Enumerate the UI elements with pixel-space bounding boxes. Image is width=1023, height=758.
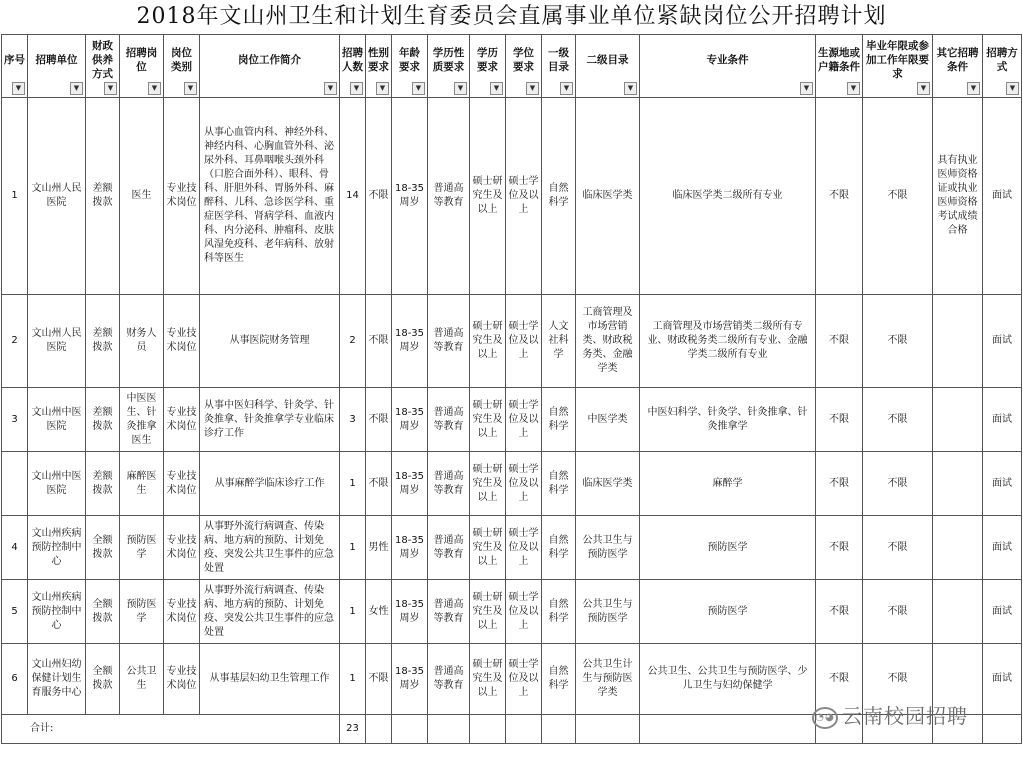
cell-duties: 从事野外流行病调查、传染病、地方病的预防、计划免疫、突发公共卫生事件的应急处置	[200, 580, 340, 644]
cell-category: 专业技术岗位	[164, 452, 200, 516]
cell-age: 18-35周岁	[392, 516, 428, 580]
cell-funding: 全额拨款	[86, 644, 120, 715]
cell-age: 18-35周岁	[392, 644, 428, 715]
cell-count: 3	[340, 388, 366, 452]
cell-other	[933, 452, 983, 516]
cell-major: 预防医学	[640, 516, 816, 580]
cell-post: 预防医学	[120, 580, 164, 644]
filter-dropdown-icon[interactable]: ▼	[324, 82, 337, 95]
empty-cell	[428, 715, 470, 744]
header-cell: 岗位工作简介 ▼	[200, 35, 340, 98]
cell-other	[933, 295, 983, 388]
cell-category: 专业技术岗位	[164, 516, 200, 580]
header-cell: 招聘人数 ▼	[340, 35, 366, 98]
cell-duties: 从事麻醉学临床诊疗工作	[200, 452, 340, 516]
table-row	[2, 98, 1022, 295]
header-cell: 招聘方式 ▼	[983, 35, 1022, 98]
filter-dropdown-icon[interactable]: ▼	[560, 82, 573, 95]
cell-degree: 硕士学位及以上	[506, 388, 542, 452]
cell-years: 不限	[863, 516, 933, 580]
header-cell: 招聘单位 ▼	[28, 35, 86, 98]
cell-edu: 硕士研究生及以上	[470, 98, 506, 295]
cell-dir2: 公共卫生与预防医学	[576, 580, 640, 644]
filter-dropdown-icon[interactable]: ▼	[800, 82, 813, 95]
cell-dir2: 临床医学类	[576, 452, 640, 516]
cell-edu: 硕士研究生及以上	[470, 388, 506, 452]
cell-funding: 差额拨款	[86, 295, 120, 388]
cell-degree: 硕士学位及以上	[506, 580, 542, 644]
cell-gender: 男性	[366, 516, 392, 580]
header-cell: 岗位类别 ▼	[164, 35, 200, 98]
filter-dropdown-icon[interactable]: ▼	[967, 82, 980, 95]
cell-post: 中医医生、针灸推拿医生	[120, 388, 164, 452]
cell-category: 专业技术岗位	[164, 644, 200, 715]
cell-edu: 硕士研究生及以上	[470, 516, 506, 580]
cell-no: 5	[2, 580, 28, 644]
cell-no: 4	[2, 516, 28, 580]
cell-method: 面试	[983, 452, 1022, 516]
cell-no: 2	[2, 295, 28, 388]
cell-method: 面试	[983, 388, 1022, 452]
cell-post: 麻醉医生	[120, 452, 164, 516]
cell-post: 预防医学	[120, 516, 164, 580]
wechat-logo-icon: ◔◕	[812, 707, 838, 729]
cell-count: 1	[340, 516, 366, 580]
filter-dropdown-icon[interactable]: ▼	[104, 82, 117, 95]
cell-method: 面试	[983, 98, 1022, 295]
cell-edu: 硕士研究生及以上	[470, 580, 506, 644]
cell-count: 1	[340, 580, 366, 644]
filter-dropdown-icon[interactable]: ▼	[624, 82, 637, 95]
header-cell: 生源地或户籍条件 ▼	[816, 35, 863, 98]
filter-dropdown-icon[interactable]: ▼	[490, 82, 503, 95]
header-row	[2, 35, 1022, 98]
cell-major: 临床医学类二级所有专业	[640, 98, 816, 295]
cell-duties: 从事心血管内科、神经外科、神经内科、心胸血管外科、泌尿外科、耳鼻咽喉头颈外科（口腔合面外科）、眼科、骨科、肝胆外科、胃肠外科、麻醉科、儿科、急诊医学科、重症医学科、肾病学科、血液内科、内分泌科、肿瘤科、皮肤风湿免疫科、老年病科、放射科等医生	[200, 98, 340, 295]
filter-dropdown-icon[interactable]: ▼	[184, 82, 197, 95]
cell-age: 18-35周岁	[392, 295, 428, 388]
cell-origin: 不限	[816, 98, 863, 295]
empty-cell	[392, 715, 428, 744]
cell-degree: 硕士学位及以上	[506, 452, 542, 516]
cell-edu-type: 普通高等教育	[428, 644, 470, 715]
cell-funding: 差额拨款	[86, 98, 120, 295]
cell-method: 面试	[983, 295, 1022, 388]
cell-post: 医生	[120, 98, 164, 295]
header-cell: 学位要求 ▼	[506, 35, 542, 98]
cell-count: 14	[340, 98, 366, 295]
cell-duties: 从事中医妇科学、针灸学、针灸推拿、针灸推拿学专业临床诊疗工作	[200, 388, 340, 452]
cell-no	[2, 452, 28, 516]
cell-dir1: 人文社科学	[542, 295, 576, 388]
cell-degree: 硕士学位及以上	[506, 98, 542, 295]
total-label: 合计:	[2, 715, 340, 744]
cell-duties: 从事医院财务管理	[200, 295, 340, 388]
table-row	[2, 295, 1022, 388]
cell-years: 不限	[863, 580, 933, 644]
empty-cell	[506, 715, 542, 744]
cell-edu-type: 普通高等教育	[428, 580, 470, 644]
filter-dropdown-icon[interactable]: ▼	[526, 82, 539, 95]
cell-other	[933, 580, 983, 644]
watermark-text: 云南校园招聘	[842, 704, 968, 728]
empty-cell	[542, 715, 576, 744]
cell-post: 财务人员	[120, 295, 164, 388]
header-cell: 序号 ▼	[2, 35, 28, 98]
cell-funding: 全额拨款	[86, 516, 120, 580]
cell-dir2: 临床医学类	[576, 98, 640, 295]
cell-degree: 硕士学位及以上	[506, 644, 542, 715]
filter-dropdown-icon[interactable]: ▼	[350, 82, 363, 95]
cell-post: 公共卫生	[120, 644, 164, 715]
cell-edu-type: 普通高等教育	[428, 516, 470, 580]
empty-cell	[640, 715, 816, 744]
cell-funding: 差额拨款	[86, 452, 120, 516]
table-row	[2, 388, 1022, 452]
cell-category: 专业技术岗位	[164, 98, 200, 295]
empty-cell	[983, 715, 1022, 744]
cell-unit: 文山州中医医院	[28, 388, 86, 452]
cell-edu: 硕士研究生及以上	[470, 295, 506, 388]
cell-years: 不限	[863, 295, 933, 388]
cell-dir2: 公共卫生与预防医学	[576, 516, 640, 580]
cell-years: 不限	[863, 452, 933, 516]
page-title: 2018年文山州卫生和计划生育委员会直属事业单位紧缺岗位公开招聘计划	[136, 4, 887, 29]
cell-category: 专业技术岗位	[164, 580, 200, 644]
cell-edu: 硕士研究生及以上	[470, 452, 506, 516]
empty-cell	[576, 715, 640, 744]
cell-other	[933, 388, 983, 452]
header-cell: 一级目录 ▼	[542, 35, 576, 98]
cell-unit: 文山州妇幼保健计划生育服务中心	[28, 644, 86, 715]
cell-origin: 不限	[816, 644, 863, 715]
cell-origin: 不限	[816, 295, 863, 388]
table-row	[2, 516, 1022, 580]
filter-dropdown-icon[interactable]: ▼	[70, 82, 83, 95]
cell-unit: 文山州疾病预防控制中心	[28, 580, 86, 644]
filter-dropdown-icon[interactable]: ▼	[1006, 82, 1019, 95]
header-cell: 专业条件 ▼	[640, 35, 816, 98]
table-row	[2, 452, 1022, 516]
cell-dir1: 自然科学	[542, 388, 576, 452]
cell-years: 不限	[863, 98, 933, 295]
cell-major: 公共卫生、公共卫生与预防医学、少儿卫生与妇幼保健学	[640, 644, 816, 715]
cell-gender: 不限	[366, 388, 392, 452]
cell-count: 1	[340, 644, 366, 715]
cell-major: 麻醉学	[640, 452, 816, 516]
cell-unit: 文山州中医医院	[28, 452, 86, 516]
watermark	[812, 700, 968, 729]
cell-origin: 不限	[816, 388, 863, 452]
header-cell: 年龄要求 ▼	[392, 35, 428, 98]
header-cell: 二级目录 ▼	[576, 35, 640, 98]
cell-age: 18-35周岁	[392, 452, 428, 516]
cell-dir1: 自然科学	[542, 98, 576, 295]
cell-age: 18-35周岁	[392, 388, 428, 452]
cell-edu-type: 普通高等教育	[428, 98, 470, 295]
cell-edu-type: 普通高等教育	[428, 388, 470, 452]
filter-dropdown-icon[interactable]: ▼	[847, 82, 860, 95]
cell-origin: 不限	[816, 580, 863, 644]
empty-cell	[470, 715, 506, 744]
cell-method: 面试	[983, 644, 1022, 715]
cell-dir2: 工商管理及市场营销类、财政税务类、金融学类	[576, 295, 640, 388]
header-cell: 学历性质要求 ▼	[428, 35, 470, 98]
cell-gender: 不限	[366, 644, 392, 715]
header-cell: 性别要求 ▼	[366, 35, 392, 98]
cell-origin: 不限	[816, 516, 863, 580]
header-cell: 其它招聘条件 ▼	[933, 35, 983, 98]
cell-count: 1	[340, 452, 366, 516]
cell-method: 面试	[983, 580, 1022, 644]
cell-major: 工商管理及市场营销类二级所有专业、财政税务类二级所有专业、金融学类二级所有专业	[640, 295, 816, 388]
cell-duties: 从事基层妇幼卫生管理工作	[200, 644, 340, 715]
header-cell: 毕业年限或参加工作年限要求 ▼	[863, 35, 933, 98]
cell-degree: 硕士学位及以上	[506, 295, 542, 388]
empty-cell	[366, 715, 392, 744]
cell-years: 不限	[863, 388, 933, 452]
recruitment-table	[1, 34, 1022, 744]
cell-count: 2	[340, 295, 366, 388]
cell-no: 3	[2, 388, 28, 452]
filter-dropdown-icon[interactable]: ▼	[454, 82, 467, 95]
cell-no: 6	[2, 644, 28, 715]
filter-dropdown-icon[interactable]: ▼	[412, 82, 425, 95]
cell-origin: 不限	[816, 452, 863, 516]
cell-duties: 从事野外流行病调查、传染病、地方病的预防、计划免疫、突发公共卫生事件的应急处置	[200, 516, 340, 580]
cell-major: 预防医学	[640, 580, 816, 644]
cell-gender: 女性	[366, 580, 392, 644]
filter-dropdown-icon[interactable]: ▼	[148, 82, 161, 95]
cell-major: 中医妇科学、针灸学、针灸推拿、针灸推拿学	[640, 388, 816, 452]
cell-edu: 硕士研究生及以上	[470, 644, 506, 715]
cell-category: 专业技术岗位	[164, 388, 200, 452]
cell-dir2: 公共卫生计生与预防医学类	[576, 644, 640, 715]
cell-unit: 文山州人民医院	[28, 295, 86, 388]
header-cell: 招聘岗位 ▼	[120, 35, 164, 98]
cell-no: 1	[2, 98, 28, 295]
cell-unit: 文山州人民医院	[28, 98, 86, 295]
cell-degree: 硕士学位及以上	[506, 516, 542, 580]
cell-dir1: 自然科学	[542, 452, 576, 516]
cell-method: 面试	[983, 516, 1022, 580]
cell-other	[933, 516, 983, 580]
cell-gender: 不限	[366, 452, 392, 516]
cell-gender: 不限	[366, 295, 392, 388]
cell-dir2: 中医学类	[576, 388, 640, 452]
table-row	[2, 580, 1022, 644]
cell-age: 18-35周岁	[392, 98, 428, 295]
cell-other: 具有执业医师资格证或执业医师资格考试成绩合格	[933, 98, 983, 295]
cell-dir1: 自然科学	[542, 644, 576, 715]
cell-category: 专业技术岗位	[164, 295, 200, 388]
cell-funding: 差额拨款	[86, 388, 120, 452]
cell-funding: 全额拨款	[86, 580, 120, 644]
cell-years: 不限	[863, 644, 933, 715]
total-count: 23	[340, 715, 366, 744]
cell-unit: 文山州疾病预防控制中心	[28, 516, 86, 580]
cell-gender: 不限	[366, 98, 392, 295]
header-cell: 学历要求 ▼	[470, 35, 506, 98]
header-cell: 财政供养方式 ▼	[86, 35, 120, 98]
cell-dir1: 自然科学	[542, 516, 576, 580]
cell-edu-type: 普通高等教育	[428, 295, 470, 388]
filter-dropdown-icon[interactable]: ▼	[376, 82, 389, 95]
cell-dir1: 自然科学	[542, 580, 576, 644]
cell-edu-type: 普通高等教育	[428, 452, 470, 516]
filter-dropdown-icon[interactable]: ▼	[12, 82, 25, 95]
cell-age: 18-35周岁	[392, 580, 428, 644]
filter-dropdown-icon[interactable]: ▼	[917, 82, 930, 95]
